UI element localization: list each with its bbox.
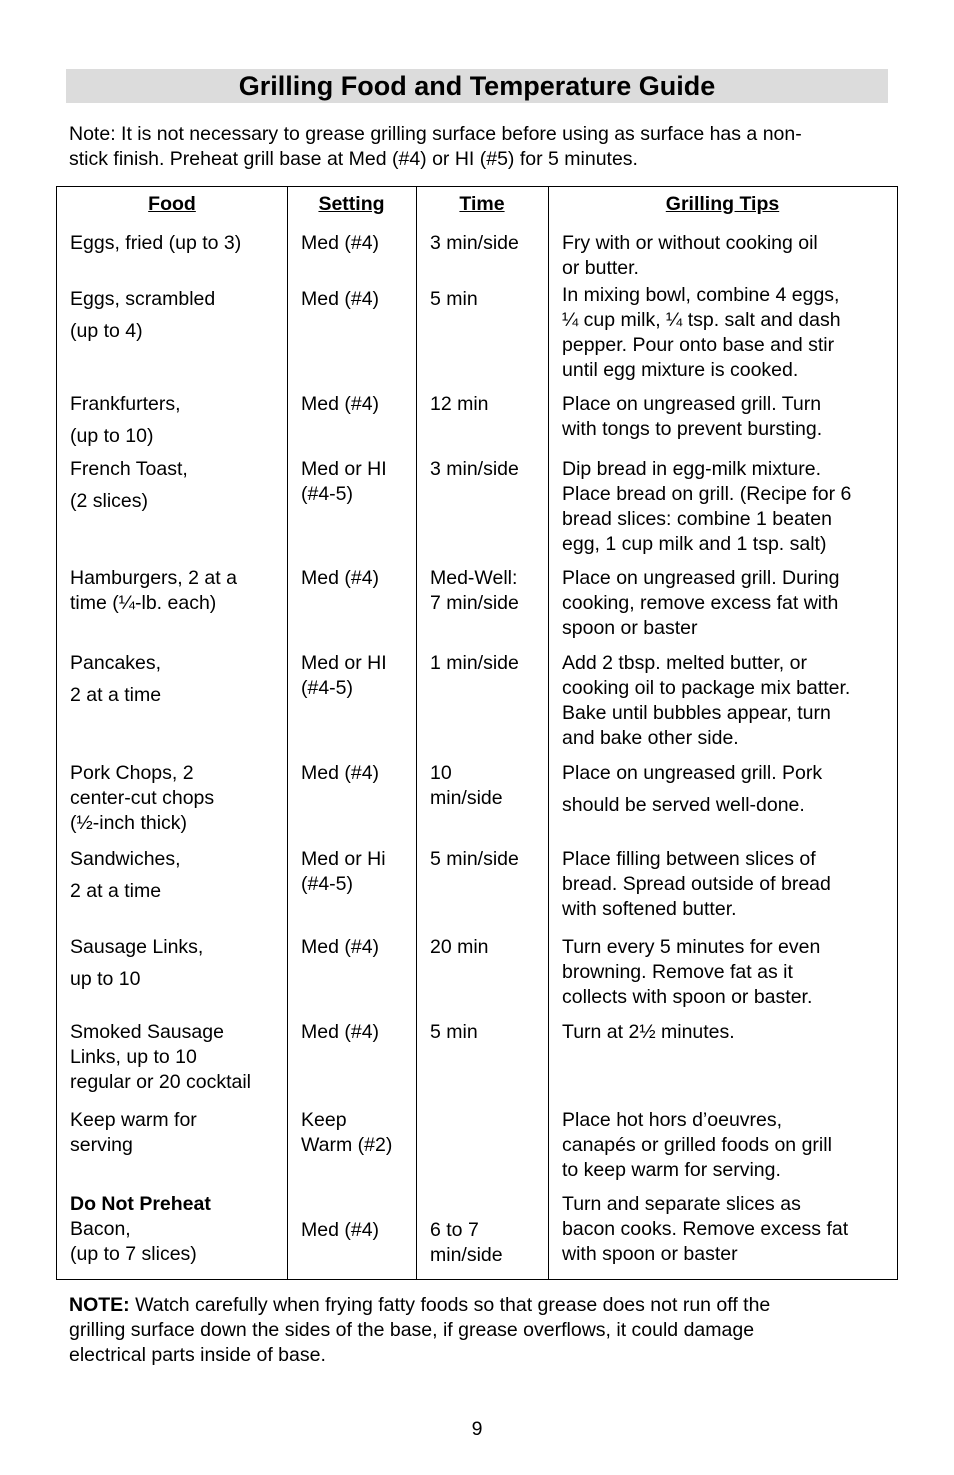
cell-line: canapés or grilled foods on grill	[562, 1134, 832, 1156]
cell-food	[70, 1020, 251, 1095]
cell-line: Place bread on grill. (Recipe for 6	[562, 483, 852, 505]
cell-setting	[301, 761, 379, 786]
note-text: Watch carefully when frying fatty foods so that grease does not run off the	[129, 1294, 771, 1316]
cell-tips	[562, 283, 841, 383]
cell-line: (2 slices)	[70, 490, 149, 512]
cell-time	[430, 847, 519, 872]
cell-line: browning. Remove fat as it	[562, 961, 793, 983]
cell-time	[430, 1218, 503, 1268]
column-divider	[548, 187, 549, 1279]
cell-line: Med (#4)	[301, 567, 380, 589]
cell-time	[430, 231, 519, 256]
header-food: Food	[148, 193, 196, 215]
cell-line: Med (#4)	[301, 232, 380, 254]
cell-food	[70, 231, 241, 256]
cell-setting	[301, 651, 387, 701]
cell-line: to keep warm for serving.	[562, 1159, 781, 1181]
cell-line: 20 min	[430, 936, 489, 958]
note-line: grilling surface down the sides of the base, if grease overflows, it could damage	[69, 1319, 755, 1341]
bottom-note	[69, 1293, 889, 1368]
cell-line: serving	[70, 1134, 133, 1156]
cell-line: Fry with or without cooking oil	[562, 232, 818, 254]
cell-line: cooking, remove excess fat with	[562, 592, 839, 614]
cell-line: 2 at a time	[70, 684, 162, 706]
cell-food	[70, 457, 188, 514]
header-time: Time	[459, 193, 505, 215]
cell-tips	[562, 231, 818, 281]
cell-line: bread. Spread outside of bread	[562, 873, 831, 895]
cell-line: Turn and separate slices as	[562, 1193, 801, 1215]
cell-time	[430, 1020, 478, 1045]
cell-tips	[562, 1020, 735, 1045]
cell-line: (up to 10)	[70, 425, 154, 447]
cell-line: Med (#4)	[301, 936, 380, 958]
cell-line: spoon or baster	[562, 617, 698, 639]
cell-line: and bake other side.	[562, 727, 739, 749]
cell-line: Med-Well:	[430, 567, 518, 589]
cell-setting	[301, 1020, 379, 1045]
note-line: electrical parts inside of base.	[69, 1344, 326, 1366]
cell-line: Med or HI	[301, 652, 387, 674]
cell-line: Eggs, scrambled	[70, 288, 216, 310]
cell-time	[430, 287, 478, 312]
cell-line: Hamburgers, 2 at a	[70, 567, 237, 589]
cell-line: pepper. Pour onto base and stir	[562, 334, 835, 356]
cell-line: egg, 1 cup milk and 1 tsp. salt)	[562, 533, 827, 555]
cell-line: time (¼-lb. each)	[70, 592, 217, 614]
cell-line: (#4-5)	[301, 677, 354, 699]
cell-time	[430, 566, 519, 616]
cell-line: 7 min/side	[430, 592, 519, 614]
cell-line: 5 min/side	[430, 848, 519, 870]
cell-line: 10	[430, 762, 452, 784]
cell-line: (up to 4)	[70, 320, 143, 342]
cell-line: Add 2 tbsp. melted butter, or	[562, 652, 807, 674]
cell-line: Place on ungreased grill. Pork	[562, 762, 823, 784]
cell-food	[70, 651, 161, 708]
cell-line: Place hot hors d’oeuvres,	[562, 1109, 783, 1131]
cell-setting	[301, 566, 379, 591]
header-setting: Setting	[318, 193, 385, 215]
page-number: 9	[471, 1418, 483, 1440]
cell-line: center-cut chops	[70, 787, 215, 809]
note-line	[69, 1293, 889, 1318]
cell-line: (#4-5)	[301, 873, 354, 895]
cell-tips	[562, 392, 822, 442]
cell-line: Pancakes,	[70, 652, 162, 674]
cell-setting	[301, 231, 379, 256]
cell-line: Place on ungreased grill. During	[562, 567, 840, 589]
cell-line: should be served well-done.	[562, 794, 805, 816]
cell-line: Eggs, fried (up to 3)	[70, 232, 242, 254]
cell-line: (½-inch thick)	[70, 812, 188, 834]
cell-setting	[301, 392, 379, 417]
cell-tips	[562, 761, 822, 818]
cell-setting	[301, 1218, 379, 1243]
cell-line: Med or HI	[301, 458, 387, 480]
cell-line: cooking oil to package mix batter.	[562, 677, 851, 699]
cell-line: until egg mixture is cooked.	[562, 359, 799, 381]
cell-line: Med (#4)	[301, 393, 380, 415]
header-grilling-tips: Grilling Tips	[665, 193, 780, 215]
cell-line: bacon cooks. Remove excess fat	[562, 1218, 849, 1240]
title-bar	[66, 69, 888, 103]
cell-tips	[562, 457, 851, 557]
cell-setting	[301, 457, 387, 507]
cell-tips	[562, 566, 840, 641]
cell-line: up to 10	[70, 968, 141, 990]
cell-line: min/side	[430, 787, 503, 809]
cell-line: Med (#4)	[301, 1219, 380, 1241]
cell-line: ¼ cup milk, ¼ tsp. salt and dash	[562, 309, 841, 331]
cell-food	[70, 1108, 197, 1158]
cell-time	[430, 457, 519, 482]
cell-time	[430, 935, 489, 960]
cell-line: 3 min/side	[430, 232, 519, 254]
cell-line: bread slices: combine 1 beaten	[562, 508, 832, 530]
cell-tips	[562, 1108, 832, 1183]
cell-food	[70, 1192, 211, 1267]
cell-line: 12 min	[430, 393, 489, 415]
intro-note	[69, 122, 889, 172]
cell-food	[70, 847, 181, 904]
cell-setting	[301, 847, 386, 897]
cell-line: Bacon,	[70, 1218, 131, 1240]
cell-food	[70, 566, 237, 616]
intro-line: stick finish. Preheat grill base at Med (#4) or HI (#5) for 5 minutes.	[69, 148, 638, 170]
cell-line: Place on ungreased grill. Turn	[562, 393, 822, 415]
cell-line: Keep warm for	[70, 1109, 197, 1131]
cell-line: Med (#4)	[301, 288, 380, 310]
cell-line: In mixing bowl, combine 4 eggs,	[562, 284, 840, 306]
cell-line: with tongs to prevent bursting.	[562, 418, 823, 440]
cell-line: Sandwiches,	[70, 848, 181, 870]
cell-setting	[301, 1108, 392, 1158]
cell-setting	[301, 935, 379, 960]
cell-line: Med (#4)	[301, 762, 380, 784]
cell-food	[70, 935, 203, 992]
cell-food	[70, 761, 214, 836]
cell-food	[70, 392, 181, 449]
column-divider	[416, 187, 417, 1279]
cell-line: 3 min/side	[430, 458, 519, 480]
cell-line: min/side	[430, 1244, 503, 1266]
cell-time	[430, 392, 489, 417]
cell-line: collects with spoon or baster.	[562, 986, 813, 1008]
cell-food	[70, 287, 215, 344]
cell-line: regular or 20 cocktail	[70, 1071, 252, 1093]
cell-line: 1 min/side	[430, 652, 519, 674]
grilling-guide-table	[56, 186, 898, 1280]
cell-line: Turn at 2½ minutes.	[562, 1021, 735, 1043]
cell-time	[430, 761, 503, 811]
cell-line: 2 at a time	[70, 880, 162, 902]
cell-line: 5 min	[430, 288, 478, 310]
cell-line: Warm (#2)	[301, 1134, 393, 1156]
cell-line: Links, up to 10	[70, 1046, 197, 1068]
cell-line: Bake until bubbles appear, turn	[562, 702, 831, 724]
cell-line: Sausage Links,	[70, 936, 204, 958]
cell-time	[430, 651, 519, 676]
cell-line: Place filling between slices of	[562, 848, 816, 870]
cell-line: (up to 7 slices)	[70, 1243, 197, 1265]
cell-line: Frankfurters,	[70, 393, 181, 415]
cell-line: 6 to 7	[430, 1219, 479, 1241]
cell-tips	[562, 1192, 848, 1267]
cell-line: French Toast,	[70, 458, 188, 480]
cell-line: or butter.	[562, 257, 639, 279]
cell-line: Smoked Sausage	[70, 1021, 224, 1043]
cell-tips	[562, 935, 820, 1010]
cell-line: Pork Chops, 2	[70, 762, 194, 784]
cell-line: with softened butter.	[562, 898, 737, 920]
note-label: NOTE:	[69, 1294, 130, 1316]
cell-line: Keep	[301, 1109, 347, 1131]
food-bold-label: Do Not Preheat	[70, 1193, 211, 1215]
cell-line: Med or Hi	[301, 848, 386, 870]
intro-line: Note: It is not necessary to grease grilling surface before using as surface has a non-	[69, 123, 802, 145]
cell-tips	[562, 847, 831, 922]
cell-setting	[301, 287, 379, 312]
cell-line: Dip bread in egg-milk mixture.	[562, 458, 822, 480]
column-divider	[287, 187, 288, 1279]
cell-line: with spoon or baster	[562, 1243, 738, 1265]
cell-line: Turn every 5 minutes for even	[562, 936, 821, 958]
cell-line: 5 min	[430, 1021, 478, 1043]
cell-line: Med (#4)	[301, 1021, 380, 1043]
cell-tips	[562, 651, 850, 751]
cell-line: (#4-5)	[301, 483, 354, 505]
page-title: Grilling Food and Temperature Guide	[238, 71, 716, 101]
